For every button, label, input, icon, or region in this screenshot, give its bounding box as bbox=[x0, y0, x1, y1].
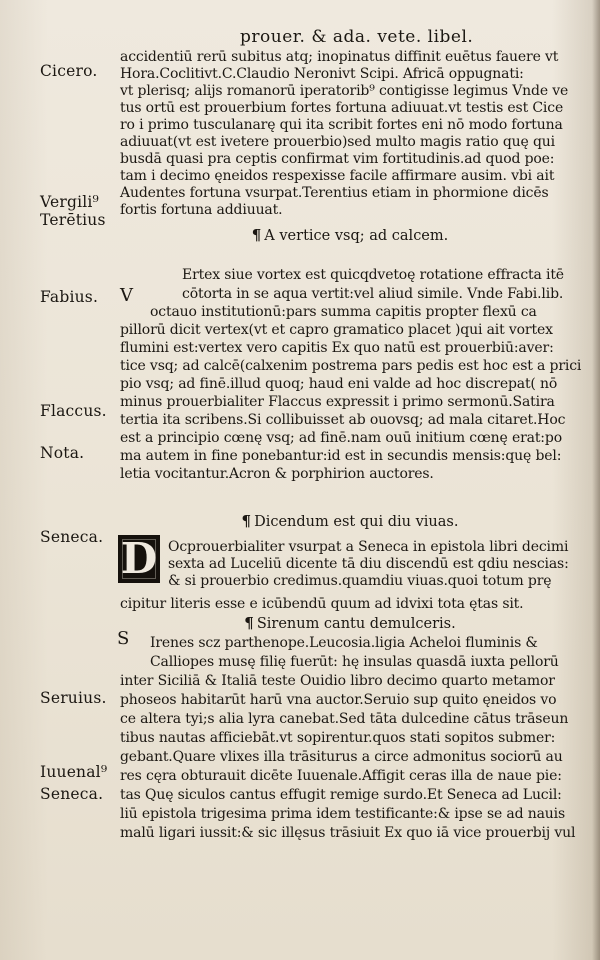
running-header: prouer. & ada. vete. libel. bbox=[240, 27, 474, 47]
margin-note-vergili: Vergili⁹ bbox=[40, 193, 99, 211]
section-heading bbox=[120, 614, 580, 632]
text-line: accidentiū rerū subitus atq; inopinatus diffinit euētus fauere vt bbox=[120, 49, 559, 65]
section-heading bbox=[120, 226, 580, 244]
margin-note-iuuenal: Iuuenal⁹ bbox=[40, 763, 108, 781]
margin-note-flaccus: Flaccus. bbox=[40, 402, 107, 420]
margin-note-seruius: Seruius. bbox=[40, 689, 107, 707]
margin-note-cicero: Cicero. bbox=[40, 62, 98, 80]
pilcrow-icon: ¶ bbox=[241, 512, 252, 530]
text-line: res cęra obturauit dicēte Iuuenale.Affigit ceras illa de naue pie: bbox=[120, 768, 562, 784]
text-line: minus prouerbialiter Flaccus expressit i primo sermonū.Satira bbox=[120, 394, 555, 410]
text-line: busdā quasi pra ceptis confirmat vim fortitudinis.ad quod poe: bbox=[120, 151, 555, 167]
text-line: & si prouerbio credimus.quamdiu viuas.quoi totum prę bbox=[168, 573, 552, 589]
margin-note-seneca-2: Seneca. bbox=[40, 785, 104, 803]
margin-note-seneca: Seneca. bbox=[40, 528, 104, 546]
text-line: sexta ad Luceliū dicente tā diu discendū est qdiu nescias: bbox=[168, 556, 569, 572]
text-line: adiuuat(vt est ivetere prouerbio)sed multo magis ratio quę qui bbox=[120, 134, 555, 150]
text-line: pillorū dicit vertex(vt et capro gramatico placet )qui ait vortex bbox=[120, 322, 553, 338]
initial-letter: S bbox=[117, 628, 130, 649]
text-line: tertia ita scribens.Si collibuisset ab ouovsq; ad mala citaret.Hoc bbox=[120, 412, 566, 428]
decorated-initial bbox=[118, 535, 160, 583]
text-line: tice vsq; ad calcē(calxenim postrema pars pedis est hoc est a prici bbox=[120, 358, 582, 374]
text-line: phoseos habitarūt harū vna auctor.Seruio sup quito ęneidos vo bbox=[120, 692, 557, 708]
text-line: octauo institutionū:pars summa capitis propter flexū ca bbox=[150, 304, 537, 320]
text-line: inter Siciliā & Italiā teste Ouidio libro decimo quarto metamor bbox=[120, 673, 555, 689]
text-line: tam i decimo ęneidos respexisse facile affirmare ausim. vbi ait bbox=[120, 168, 555, 184]
text-line: vt plerisq; alijs romanorū iperatorib⁹ contigisse legimus Vnde ve bbox=[120, 83, 569, 99]
text-line: cōtorta in se aqua vertit:vel aliud simile. Vnde Fabi.lib. bbox=[182, 286, 564, 302]
text-line: ro i primo tusculanarę qui ita scribit fortes eni nō modo fortuna bbox=[120, 117, 563, 133]
text-line: cipitur literis esse e icūbendū quum ad idvixi tota ętas sit. bbox=[120, 596, 524, 612]
text-line: ce altera tyi;s alia lyra canebat.Sed tāta dulcedine cātus trāseun bbox=[120, 711, 569, 727]
section-heading-text: Dicendum est qui diu viuas. bbox=[254, 514, 459, 530]
section-heading-text: A vertice vsq; ad calcem. bbox=[264, 228, 449, 244]
text-line: tibus nautas afficiebāt.vt sopirentur.quos stati sopitos submer: bbox=[120, 730, 556, 746]
initial-letter: D bbox=[120, 534, 158, 583]
initial-letter: V bbox=[120, 285, 133, 306]
text-line: est a principio cœnę vsq; ad finē.nam ouū initium cœnę erat:po bbox=[120, 430, 562, 446]
text-line: malū ligari iussit:& sic illęsus trāsiuit Ex quo iā vice prouerbij vul bbox=[120, 825, 576, 841]
text-line: Audentes fortuna vsurpat.Terentius etiam in phormione dicēs bbox=[120, 185, 549, 201]
text-line: pio vsq; ad finē.illud quoq; haud eni valde ad hoc discrepat( nō bbox=[120, 376, 558, 392]
margin-note-terentius: Terētius bbox=[40, 211, 106, 229]
text-line: flumini est:vertex vero capitis Ex quo natū est prouerbiū:aver: bbox=[120, 340, 554, 356]
margin-note-nota: Nota. bbox=[40, 444, 85, 462]
text-line: fortis fortuna addiuuat. bbox=[120, 202, 283, 218]
margin-note-fabius: Fabius. bbox=[40, 288, 99, 306]
section-heading-text: Sirenum cantu demulceris. bbox=[256, 616, 456, 632]
text-line: tus ortū est prouerbium fortes fortuna adiuuat.vt testis est Cice bbox=[120, 100, 564, 116]
text-line: tas Quę siculos cantus effugit remige surdo.Et Seneca ad Lucil: bbox=[120, 787, 562, 803]
text-line: letia vocitantur.Acron & porphirion auctores. bbox=[120, 466, 434, 482]
text-line: Irenes scz parthenope.Leucosia.ligia Acheloi fluminis & bbox=[150, 635, 538, 651]
pilcrow-icon: ¶ bbox=[244, 614, 254, 632]
text-line: gebant.Quare vlixes illa trāsiturus a circe admonitus sociorū au bbox=[120, 749, 563, 765]
text-line: ma autem in fine ponebantur:id est in secundis mensis:quę bel: bbox=[120, 448, 562, 464]
text-line: liū epistola trigesima prima idem testificante:& ipse se ad nauis bbox=[120, 806, 566, 822]
text-line: Hora.Coclitivt.C.Claudio Neronivt Scipi. Africā oppugnati: bbox=[120, 66, 524, 82]
pilcrow-icon: ¶ bbox=[251, 226, 262, 244]
text-line: Ertex siue vortex est quicqdvetoę rotatione effracta itē bbox=[182, 267, 564, 283]
page-edge-shadow bbox=[592, 0, 600, 960]
text-line: Calliopes musę filię fuerūt: hę insulas quasdā iuxta pellorū bbox=[150, 654, 559, 670]
section-heading bbox=[120, 512, 580, 530]
text-line: Ocprouerbialiter vsurpat a Seneca in epistola libri decimi bbox=[168, 539, 569, 555]
